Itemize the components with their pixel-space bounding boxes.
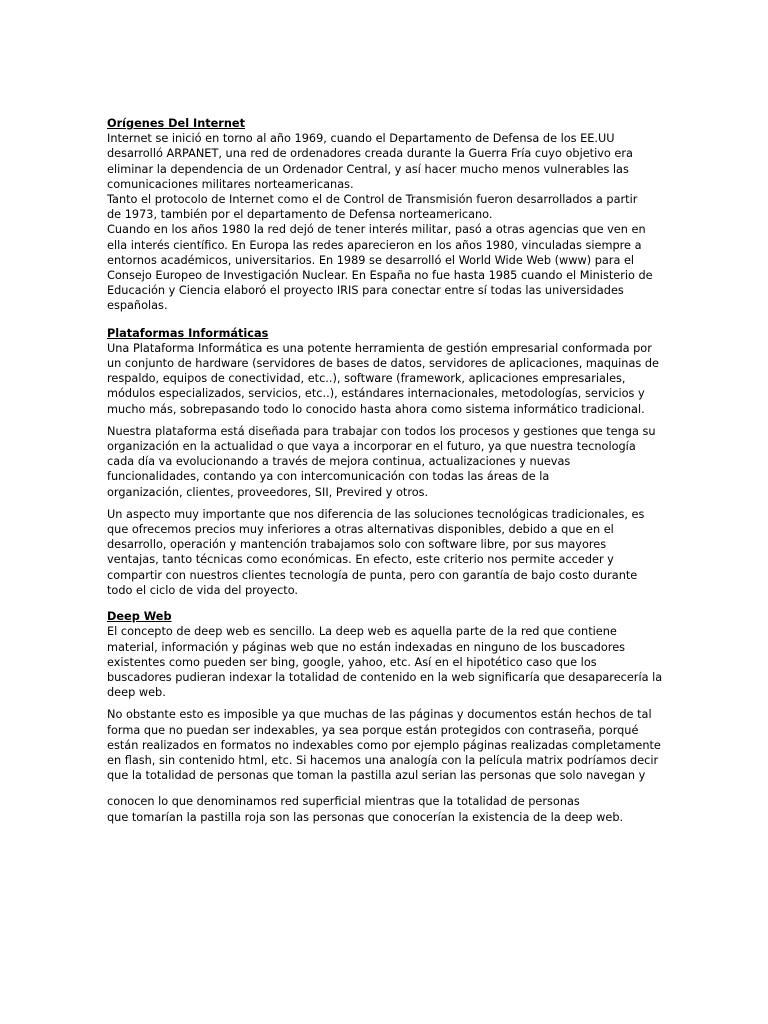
text-line: Consejo Europeo de Investigación Nuclear. En España no fue hasta 1985 cuando el Ministerio de xyxy=(107,269,653,283)
text-line: forma que no puedan ser indexables, ya sea porque están protegidos con contraseña, porqué xyxy=(107,723,639,737)
text-line: Cuando en los años 1980 la red dejó de tener interés militar, pasó a otras agencias que ven en xyxy=(107,223,646,237)
paragraph-origenes-1 xyxy=(107,131,667,313)
text-line: desarrollo, operación y mantención trabajamos solo con software libre, por sus mayores xyxy=(107,538,607,552)
text-line: un conjunto de hardware (servidores de bases de datos, servidores de aplicaciones, maquinas de xyxy=(107,357,659,371)
text-line: de 1973, también por el departamento de Defensa norteamericano. xyxy=(107,208,493,222)
text-line: módulos especializados, servicios, etc..), estándares internacionales, metodologías, servicios y xyxy=(107,387,645,401)
text-line: están realizados en formatos no indexables como por ejemplo páginas realizadas completamente xyxy=(107,738,661,752)
paragraph-deep-web-2 xyxy=(107,707,667,783)
text-line: material, información y páginas web que no están indexadas en ninguno de los buscadores xyxy=(107,640,626,654)
text-line: No obstante esto es imposible ya que muchas de las páginas y documentos están hechos de tal xyxy=(107,708,652,722)
section-heading-plataformas: Plataformas Informáticas xyxy=(107,326,269,340)
text-line: comunicaciones militares norteamericanas. xyxy=(107,177,354,191)
text-line: existentes como pueden ser bing, google, yahoo, etc. Así en el hipotético caso que los xyxy=(107,655,597,669)
text-line: organización en la actualidad o que vaya a incorporar en el futuro, ya que nuestra tecnología xyxy=(107,440,636,454)
text-line: conocen lo que denominamos red superficial mientras que la totalidad de personas xyxy=(107,795,580,809)
text-line: funcionalidades, contando ya con intercomunicación con todas las áreas de la xyxy=(107,470,550,484)
text-line: ella interés científico. En Europa las redes aparecieron en los años 1980, vinculadas siempre a xyxy=(107,238,642,252)
paragraph-deep-web-1 xyxy=(107,624,667,700)
text-line: Nuestra plataforma está diseñada para trabajar con todos los procesos y gestiones que tenga su xyxy=(107,424,656,438)
text-line: cada día va evolucionando a través de mejora continua, actualizaciones y nuevas xyxy=(107,455,571,469)
text-line: ventajas, tanto técnicas como económicas. En efecto, este criterio nos permite acceder y xyxy=(107,553,614,567)
text-line: que tomarían la pastilla roja son las personas que conocerían la existencia de la deep web. xyxy=(107,810,624,824)
paragraph-plataformas-1 xyxy=(107,341,667,417)
text-line: desarrolló ARPANET, una red de ordenadores creada durante la Guerra Fría cuyo objetivo era xyxy=(107,147,633,161)
paragraph-deep-web-3 xyxy=(107,794,667,824)
section-heading-origenes: Orígenes Del Internet xyxy=(107,117,245,130)
text-line: Tanto el protocolo de Internet como el de Control de Transmisión fueron desarrollados a partir xyxy=(107,193,638,207)
text-line: españolas. xyxy=(107,299,168,313)
text-line: organización, clientes, proveedores, SII, Previred y otros. xyxy=(107,485,429,499)
text-line: Internet se inició en torno al año 1969, cuando el Departamento de Defensa de los EE.UU xyxy=(107,132,615,146)
text-line: Una Plataforma Informática es una potente herramienta de gestión empresarial conformada por xyxy=(107,341,652,355)
text-line: Un aspecto muy importante que nos diferencia de las soluciones tecnológicas tradicionales, es xyxy=(107,507,645,521)
text-line: que la totalidad de personas que toman la pastilla azul serian las personas que solo navegan y xyxy=(107,769,646,783)
text-line: buscadores pudieran indexar la totalidad de contenido en la web significaría que desaparecería la xyxy=(107,670,663,684)
text-line: respaldo, equipos de conectividad, etc..), software (framework, aplicaciones empresariales, xyxy=(107,372,626,386)
text-line: mucho más, sobrepasando todo lo conocido hasta ahora como sistema informático tradicional. xyxy=(107,402,645,416)
text-line: El concepto de deep web es sencillo. La deep web es aquella parte de la red que contiene xyxy=(107,625,617,639)
paragraph-plataformas-2 xyxy=(107,424,667,500)
text-line: en flash, sin contenido html, etc. Si hacemos una analogía con la película matrix podríamos decir xyxy=(107,753,659,767)
text-line: que ofrecemos precios muy inferiores a otras alternativas disponibles, debido a que en el xyxy=(107,523,614,537)
text-line: eliminar la dependencia de un Ordenador Central, y así hacer mucho menos vulnerables las xyxy=(107,162,629,176)
text-line: Educación y Ciencia elaboró el proyecto IRIS para conectar entre sí todas las universidades xyxy=(107,284,624,298)
text-line: todo el ciclo de vida del proyecto. xyxy=(107,583,299,597)
paragraph-plataformas-3 xyxy=(107,507,667,598)
section-heading-deep-web: Deep Web xyxy=(107,610,172,624)
text-line: deep web. xyxy=(107,686,166,700)
text-line: entornos académicos, universitarios. En 1989 se desarrolló el World Wide Web (www) para el xyxy=(107,253,635,267)
text-line: compartir con nuestros clientes tecnología de punta, pero con garantía de bajo costo durante xyxy=(107,568,638,582)
document-page xyxy=(107,116,667,825)
